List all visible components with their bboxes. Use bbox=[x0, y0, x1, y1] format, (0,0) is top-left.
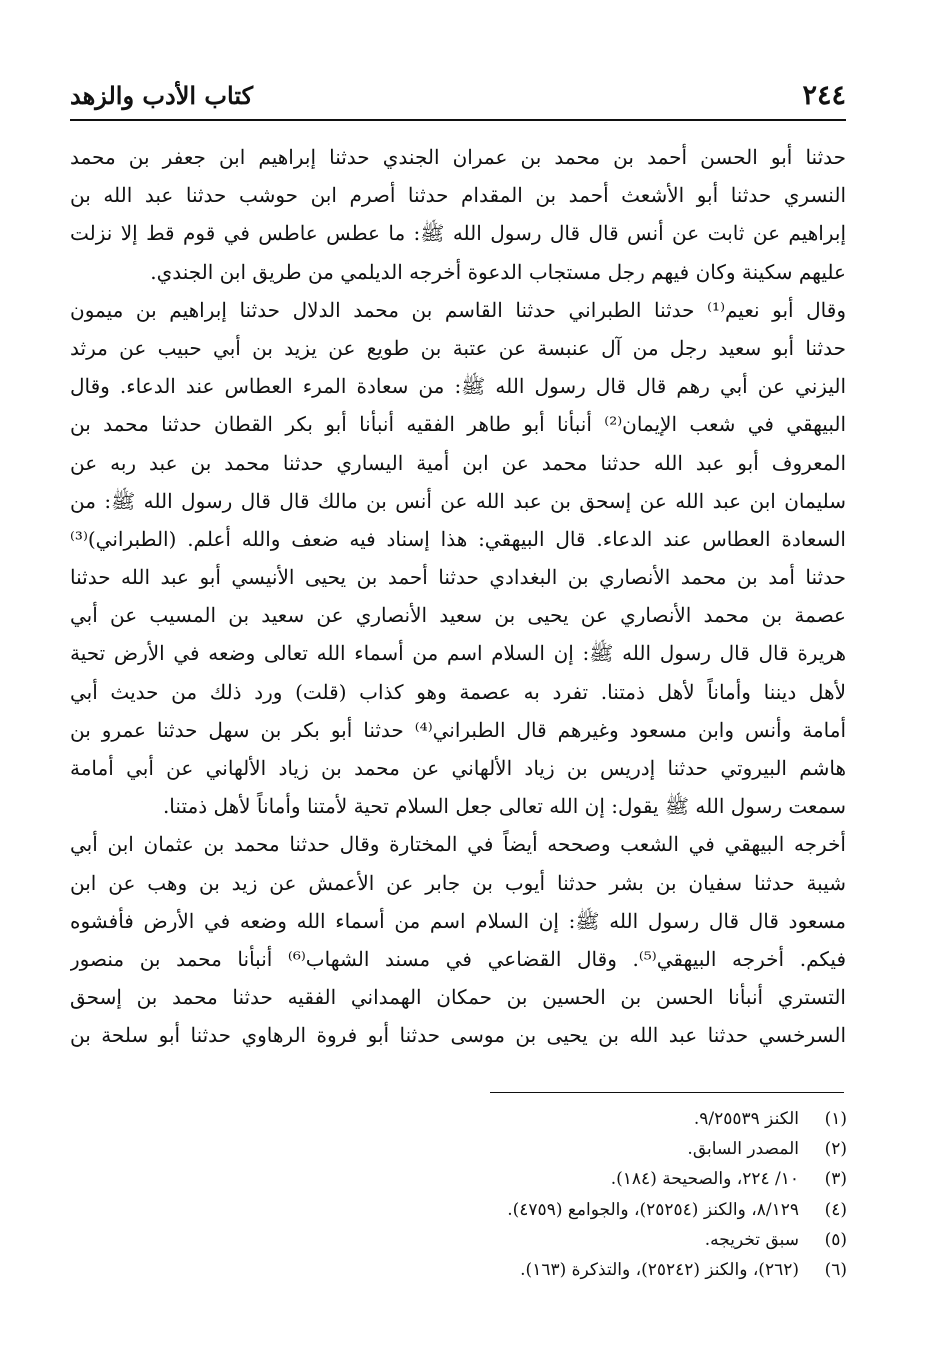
header-rule bbox=[70, 119, 846, 121]
footnote-text: المصدر السابق. bbox=[687, 1139, 799, 1160]
body-line: عليهم سكينة وكان فيهم رجل مستجاب الدعوة أخرجه الديلمي من طريق ابن الجندي. bbox=[150, 259, 846, 284]
body-line: التستري أنبأنا الحسن بن الحسين بن حمكان الهمداني الفقيه حدثنا محمد بن إسحق bbox=[70, 985, 846, 1010]
footnote-number: (٦) bbox=[824, 1259, 847, 1280]
footnote-item bbox=[147, 1164, 847, 1194]
body-line: إبراهيم عن ثابت عن أنس قال قال رسول الله ﷺ: ما عطس عاطس في قوم قط إلا نزلت bbox=[70, 221, 846, 246]
body-line: حدثنا أبو الحسن أحمد بن محمد بن عمران الجندي حدثنا إبراهيم ابن جعفر بن محمد bbox=[70, 145, 846, 169]
body-line: مسعود قال قال رسول الله ﷺ: إن السلام اسم من أسماء الله وضعه في الأرض فأفشوه bbox=[70, 908, 846, 933]
body-line: هاشم البيروتي حدثنا إدريس بن زياد الألهاني عن محمد بن زياد الألهاني عن أبي أمامة bbox=[70, 756, 846, 780]
footnote-separator bbox=[490, 1092, 844, 1093]
body-line: اليزني عن أبي رهم قال قال رسول الله ﷺ: من سعادة المرء العطاس عند الدعاء. وقال bbox=[70, 374, 846, 399]
body-line: سليمان ابن عبد الله عن إسحق بن عبد الله عن أنس بن مالك قال قال رسول الله ﷺ: من bbox=[70, 488, 846, 513]
footnote-text: ١٠/ ٢٢٤، والصحيحة (١٨٤). bbox=[610, 1169, 799, 1190]
body-line: عصمة بن محمد الأنصاري عن يحيى بن سعيد الأنصاري عن سعيد بن المسيب عن أبي bbox=[70, 603, 846, 628]
footnote-item bbox=[147, 1195, 847, 1225]
body-line: أخرجه البيهقي في الشعب وصححه أيضاً في المختارة وقال حدثنا محمد بن عثمان ابن أبي bbox=[70, 832, 846, 857]
footnote-item bbox=[147, 1134, 847, 1164]
body-line: أمامة وأنس وابن مسعود وغيرهم قال الطبراني⁽⁴⁾ حدثنا أبو بكر بن سهل حدثنا عمرو بن bbox=[70, 717, 846, 742]
footnote-item bbox=[147, 1104, 847, 1134]
body-line: النسري حدثنا أبو الأشعث أحمد بن المقدام حدثنا أصرم ابن حوشب حدثنا عبد الله بن bbox=[70, 183, 846, 208]
body-line: حدثنا أمد بن محمد الأنصاري بن البغدادي حدثنا أحمد بن يحيى الأنيسي أبو عبد الله حدثنا bbox=[70, 565, 846, 590]
footnote-item bbox=[147, 1225, 847, 1255]
body-line: وقال أبو نعيم⁽¹⁾ حدثنا الطبراني حدثنا القاسم بن محمد الدلال حدثنا إبراهيم بن ميمون bbox=[70, 297, 846, 322]
body-line: المعروف أبو عبد الله حدثنا محمد عن ابن أمية اليساري حدثنا محمد بن عبد ربه عن bbox=[70, 450, 846, 475]
footnote-text: ٨/١٢٩، والكنز (٢٥٢٥٤)، والجوامع (٤٧٥٩). bbox=[507, 1199, 799, 1220]
body-line: شيبة حدثنا سفيان بن بشر حدثنا أيوب بن جابر عن الأعمش عن زيد بن وهب عن ابن bbox=[70, 870, 846, 895]
body-line: السعادة العطاس عند الدعاء. قال البيهقي: هذا إسناد فيه ضعف والله أعلم. (الطبراني)⁽³⁾ bbox=[70, 526, 846, 551]
page-header bbox=[70, 76, 846, 116]
footnote-number: (٣) bbox=[824, 1169, 847, 1190]
footnote-number: (١) bbox=[824, 1109, 847, 1129]
running-title: كتاب الأدب والزهد bbox=[70, 81, 253, 110]
footnote-number: (٢) bbox=[824, 1139, 847, 1160]
body-line: سمعت رسول الله ﷺ يقول: إن الله تعالى جعل السلام تحية لأمتنا وأماناً لأهل ذمتنا. bbox=[162, 794, 846, 819]
body-line: هريرة قال قال رسول الله ﷺ: إن السلام اسم من أسماء الله تعالى وضعه في الأرض تحية bbox=[70, 641, 846, 666]
footnote-number: (٥) bbox=[824, 1229, 847, 1250]
footnote-text: (٢٦٢)، والكنز (٢٥٢٤٢)، والتذكرة (١٦٣). bbox=[520, 1259, 799, 1280]
footnotes bbox=[147, 1104, 847, 1285]
body-text bbox=[70, 138, 846, 1055]
footnote-text: سبق تخريجه. bbox=[704, 1229, 799, 1250]
footnote-number: (٤) bbox=[824, 1199, 847, 1220]
footnote-text: الكنز ٩/٢٥٥٣٩. bbox=[693, 1109, 799, 1129]
page-number: ٢٤٤ bbox=[802, 80, 846, 111]
body-line: فيكم. أخرجه البيهقي⁽⁵⁾. وقال القضاعي في مسند الشهاب⁽⁶⁾ أنبأنا محمد بن منصور bbox=[70, 946, 846, 971]
body-line: حدثنا أبو سعيد رجل من آل عنبسة عن عتبة بن طويع عن يزيد بن أبي حبيب عن مرثد bbox=[70, 335, 846, 360]
body-line: البيهقي في شعب الإيمان⁽²⁾ أنبأنا أبو طاهر الفقيه أنبأنا أبو بكر القطان حدثنا محمد بن bbox=[70, 412, 846, 437]
body-line: لأهل ديننا وأماناً لأهل ذمتنا. تفرد به عصمة وهو كذاب (قلت) ورد ذلك من حديث أبي bbox=[70, 679, 846, 704]
footnote-item bbox=[147, 1255, 847, 1285]
body-line: السرخسي حدثنا عبد الله بن يحيى بن موسى حدثنا أبو فروة الرهاوي حدثنا أبو سلحة بن bbox=[70, 1023, 846, 1048]
